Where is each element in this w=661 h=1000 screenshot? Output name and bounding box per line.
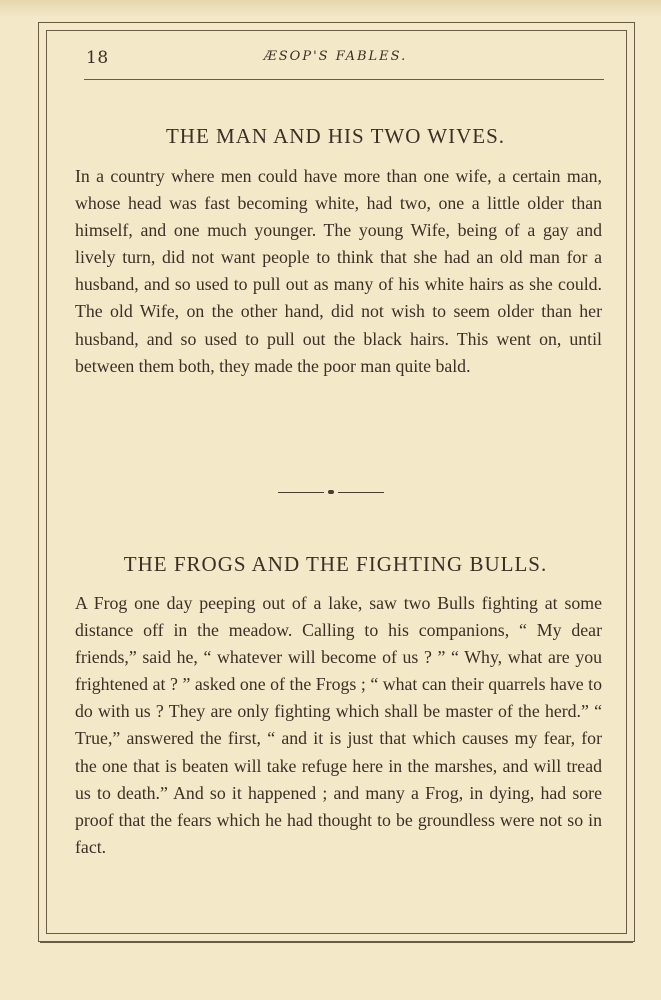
fable-title: THE MAN AND HIS TWO WIVES.	[165, 124, 506, 148]
running-head: ÆSOP'S FABLES.	[263, 49, 408, 64]
page-header	[46, 44, 625, 74]
bottom-rule	[40, 942, 633, 943]
page-number: 18	[86, 48, 109, 68]
fable-title: THE FROGS AND THE FIGHTING BULLS.	[123, 552, 548, 576]
fable-text: A Frog one day peeping out of a lake, saw two Bulls fighting at some distance off in the meadow. Calling to his companions, “ My dear friends,” said he, “ whatever will become of us ? ” “ Why, what are you frightened at ? ” asked one of the Frogs ; “ what can their quarrels have to do with us ? They are only fighting which shall be master of the herd.” “ True,” answered the first, “ and it is just that which causes my fear, for the one that is beaten will take refuge here in the marshes, and will tread us to death.” And so it happened ; and many a Frog, in dying, had sore proof that the fears which he had thought to be groundless were not so in fact.	[75, 593, 602, 857]
header-rule	[84, 79, 604, 80]
section-divider-ornament	[278, 491, 384, 495]
fable-text: In a country where men could have more than one wife, a certain man, whose head was fast becoming white, had two, one a little older than himself, and one much younger. The young Wife, being of a gay and lively turn, did not want people to think that she had an old man for a husband, and so used to pull out as many of his white hairs as she could. The old Wife, on the other hand, did not wish to seem older than her husband, and so used to pull out the black hairs. This went on, until between them both, they made the poor man quite bald.	[75, 166, 602, 376]
page-edge	[0, 0, 661, 18]
